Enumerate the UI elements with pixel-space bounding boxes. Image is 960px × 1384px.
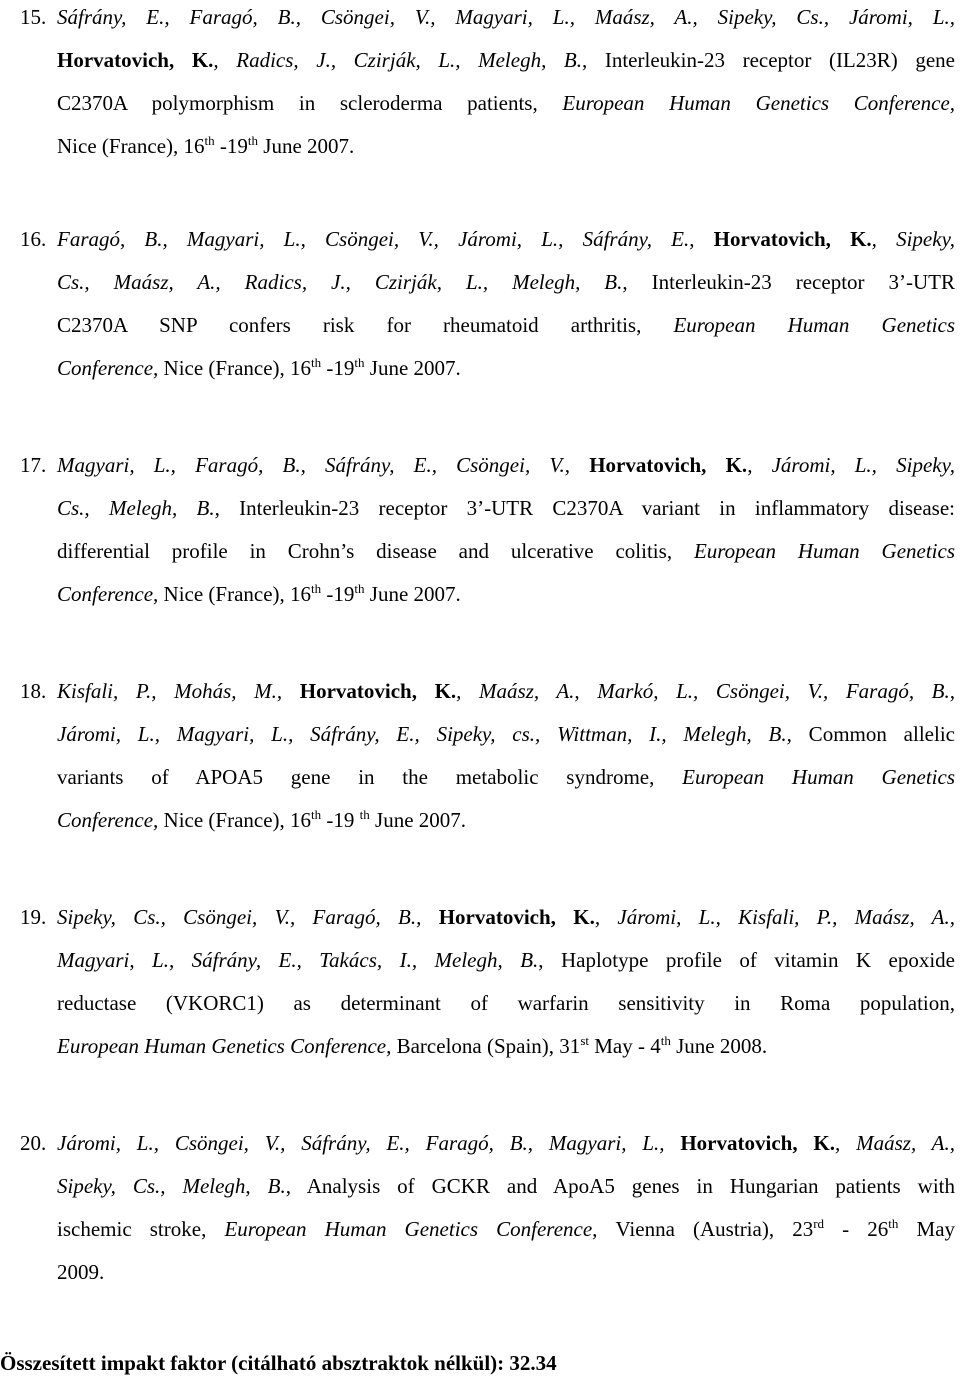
- superscript: th: [311, 355, 322, 370]
- reference-line: [20, 1122, 955, 1165]
- reference-text: European Human Genetics: [682, 765, 955, 789]
- reference-text: Sipeky, Cs., Csöngei, V., Faragó, B.,: [57, 905, 439, 929]
- reference-text: 2009.: [57, 1260, 105, 1284]
- reference-text: Sipeky, Cs., Melegh, B.: [57, 1174, 286, 1198]
- reference-line: [20, 573, 955, 616]
- reference-number: 16.: [20, 227, 47, 251]
- reference-text: European Human Genetics Conference,: [224, 1217, 616, 1241]
- reference-text: Faragó, B., Magyari, L., Csöngei, V., Járomi, L., Sáfrány, E.,: [57, 227, 714, 251]
- highlighted-author: Horvatovich, K.: [589, 453, 748, 477]
- reference-line: [20, 982, 955, 1025]
- reference-text: , Sipeky,: [871, 227, 955, 251]
- superscript: th: [311, 807, 322, 822]
- reference-line: [20, 756, 955, 799]
- reference-line: [20, 939, 955, 982]
- impact-factor-summary: Összesített impakt faktor (citálható absztraktok nélkül): 32.34: [0, 1351, 557, 1375]
- reference-15: [20, 0, 955, 168]
- reference-16: [20, 218, 955, 390]
- highlighted-author: Horvatovich, K.: [680, 1131, 836, 1155]
- reference-line: [20, 713, 955, 756]
- reference-18: [20, 670, 955, 842]
- highlighted-author: Horvatovich, K.: [57, 48, 214, 72]
- reference-text: Nice (France), 16: [163, 808, 312, 832]
- reference-line: [20, 125, 955, 168]
- reference-text: , Maász, A., Markó, L., Csöngei, V., Faragó, B.,: [456, 679, 956, 703]
- reference-text: , Interleukin-23 receptor 3’-UTR C2370A variant in inflammatory disease:: [214, 496, 956, 520]
- reference-text: Common allelic: [791, 722, 955, 746]
- reference-text: , Járomi, L., Sipeky,: [747, 453, 955, 477]
- reference-text: C2370A SNP confers risk for rheumatoid arthritis,: [57, 313, 674, 337]
- reference-text: Conference,: [57, 582, 164, 606]
- reference-text: Cs., Melegh, B.: [57, 496, 215, 520]
- reference-line: [20, 0, 955, 39]
- superscript: th: [359, 807, 370, 822]
- reference-number: 20.: [20, 1131, 47, 1155]
- reference-text: Járomi, L., Magyari, L., Sáfrány, E., Sipeky, cs., Wittman, I., Melegh, B.,: [57, 722, 792, 746]
- reference-text: variants of APOA5 gene in the metabolic syndrome,: [57, 765, 683, 789]
- reference-text: Kisfali, P., Mohás, M.,: [57, 679, 300, 703]
- reference-17: [20, 444, 955, 616]
- superscript: rd: [813, 1216, 825, 1231]
- reference-text: - 26: [824, 1217, 889, 1241]
- reference-text: May - 4: [588, 1034, 661, 1058]
- reference-line: [20, 487, 955, 530]
- reference-line: [20, 1025, 955, 1068]
- highlighted-author: Horvatovich, K.: [713, 227, 872, 251]
- reference-text: Nice (France), 16: [163, 356, 312, 380]
- reference-line: [20, 82, 955, 125]
- superscript: st: [580, 1033, 589, 1048]
- reference-line: [20, 347, 955, 390]
- reference-text: differential profile in Crohn’s disease and ulcerative colitis,: [57, 539, 694, 563]
- reference-text: June 2007.: [369, 808, 467, 832]
- reference-text: Barcelona (Spain), 31: [396, 1034, 581, 1058]
- reference-line: [20, 444, 955, 487]
- reference-line: [20, 39, 955, 82]
- reference-text: June 2007.: [364, 356, 461, 380]
- superscript: th: [660, 1033, 671, 1048]
- superscript: th: [247, 133, 259, 148]
- reference-number: 17.: [20, 453, 47, 477]
- reference-text: Conference,: [57, 356, 164, 380]
- reference-text: , Haplotype profile of vitamin K epoxide: [538, 948, 955, 972]
- reference-line: [20, 1165, 955, 1208]
- reference-line: [20, 218, 955, 261]
- reference-text: June 2007.: [258, 134, 355, 158]
- highlighted-author: Horvatovich, K.: [299, 679, 457, 703]
- reference-line: [20, 1251, 955, 1294]
- reference-text: Nice (France), 16: [163, 582, 312, 606]
- reference-text: European Human Genetics: [673, 313, 955, 337]
- reference-line: [20, 670, 955, 713]
- superscript: th: [354, 581, 365, 596]
- reference-line: [20, 261, 955, 304]
- reference-text: , Radics, J., Czirják, L., Melegh, B.: [213, 48, 583, 72]
- reference-text: , Interleukin-23 receptor (IL23R) gene: [582, 48, 955, 72]
- reference-text: Sáfrány, E., Faragó, B., Csöngei, V., Magyari, L., Maász, A., Sipeky, Cs., Járomi, L.,: [57, 5, 955, 29]
- reference-text: Járomi, L., Csöngei, V., Sáfrány, E., Faragó, B., Magyari, L.,: [57, 1131, 681, 1155]
- superscript: th: [311, 581, 322, 596]
- reference-text: , Járomi, L., Kisfali, P., Maász, A.,: [594, 905, 955, 929]
- reference-text: European Human Genetics Conference,: [57, 1034, 397, 1058]
- reference-line: [20, 304, 955, 347]
- reference-text: ischemic stroke,: [57, 1217, 225, 1241]
- reference-text: , Maász, A.,: [835, 1131, 955, 1155]
- reference-text: Magyari, L., Faragó, B., Sáfrány, E., Csöngei, V.,: [57, 453, 590, 477]
- reference-text: Cs., Maász, A., Radics, J., Czirják, L., Melegh, B.: [57, 270, 623, 294]
- superscript: th: [888, 1216, 899, 1231]
- reference-text: European Human Genetics Conference,: [562, 91, 956, 115]
- reference-text: -19: [321, 356, 355, 380]
- superscript: th: [204, 133, 215, 148]
- reference-text: reductase (VKORC1) as determinant of warfarin sensitivity in Roma population,: [57, 991, 955, 1015]
- reference-number: 15.: [20, 5, 47, 29]
- reference-number: 18.: [20, 679, 47, 703]
- reference-text: June 2007.: [364, 582, 461, 606]
- reference-19: [20, 896, 955, 1068]
- reference-text: , Interleukin-23 receptor 3’-UTR: [622, 270, 955, 294]
- reference-text: European Human Genetics: [693, 539, 956, 563]
- reference-line: [20, 1208, 955, 1251]
- reference-text: , Analysis of GCKR and ApoA5 genes in Hungarian patients with: [285, 1174, 955, 1198]
- reference-line: [20, 896, 955, 939]
- reference-text: June 2008.: [670, 1034, 768, 1058]
- reference-line: [20, 530, 955, 573]
- reference-text: Magyari, L., Sáfrány, E., Takács, I., Melegh, B.: [57, 948, 539, 972]
- reference-text: C2370A polymorphism in scleroderma patients,: [57, 91, 563, 115]
- reference-text: Vienna (Austria), 23: [615, 1217, 814, 1241]
- superscript: th: [354, 355, 365, 370]
- reference-text: May: [898, 1217, 956, 1241]
- reference-text: -19: [321, 582, 355, 606]
- reference-number: 19.: [20, 905, 47, 929]
- reference-line: [20, 799, 955, 842]
- reference-20: [20, 1122, 955, 1294]
- reference-text: Nice (France), 16: [57, 134, 205, 158]
- highlighted-author: Horvatovich, K.: [438, 905, 595, 929]
- reference-text: Conference,: [57, 808, 164, 832]
- reference-text: -19: [214, 134, 248, 158]
- reference-text: -19: [321, 808, 360, 832]
